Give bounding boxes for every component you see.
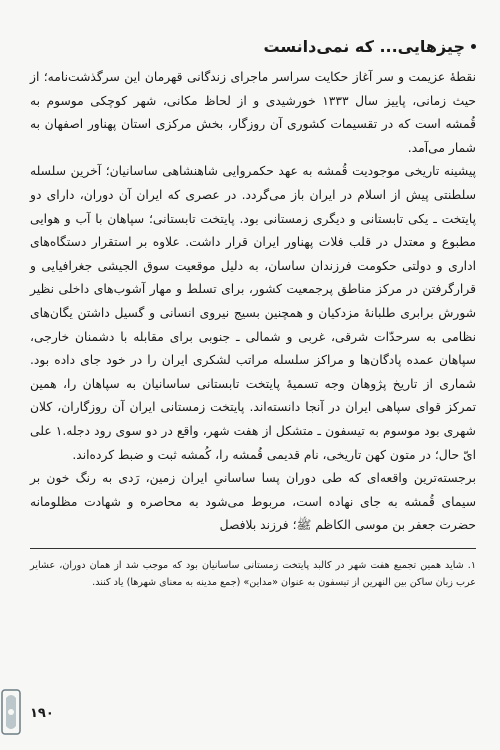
- heading-bullet-icon: [471, 44, 476, 49]
- page-body: [30, 34, 476, 734]
- section-heading-text: چیزهایی... که نمی‌دانست: [263, 36, 465, 56]
- page-number: ۱۹۰: [30, 706, 54, 721]
- footnote: ۱. شاید همین تجمیع هفت شهر در کالبد پایتخت زمستانی ساسانیان بود که موجب شد از همان دوران، عشایر عرب زبان ساکن بین النهرین از تیسفون به عنوان «مداین» (جمع مدینه به معنای شهرها) یاد کنند.: [30, 559, 476, 588]
- publisher-seal-icon: [0, 688, 22, 736]
- footnote-divider: [30, 548, 476, 549]
- paragraph-3: برجسته‌ترین واقعه‌ای که طی دوران پسا ساسانیِ ایران زمین، رَدی به رنگ خون بر سیمای قُمشه به جای نهاده است، مربوط می‌شود به محاصره و شهادت مظلومانه حضرت جعفر بن موسی الکاظم ﷺ؛ فرزند بلافصل: [30, 471, 476, 533]
- paragraph-2: پیشینه تاریخی موجودیت قُمشه به عهد حکمروایی شاهنشاهی ساسانیان؛ آخرین سلسله سلطنتی پیش از اسلام در ایران باز می‌گردد. در عصری که ایران آن دوران، دارای دو پایتخت ـ یکی تابستانی و دیگری زمستانی بود. پایتخت تابستانی؛ سپاهان با آب و هوایی مطبوع و معتدل در قلب فلات پهناور ایران قرار داشت. علاوه بر استقرار دستگاه‌های اداری و دولتی حکومت فرزندان ساسان، به دلیل موقعیت سوق الجیشی جغرافیایی و قرارگرفتن در مرکز مناطق پرجمعیت کشور، برای تسلط و مهار آشوب‌های داخلی نظیر شورش برابری طلبانهٔ مزدکیان و همچنین بسیج نیروی انسانی و گسیل داشتن یگان‌های نظامی به سرحدّات شرقی، غربی و شمالی ـ جنوبی برای مقابله با دشمنان خارجی، سپاهان عمده پادگان‌ها و مراکز سلسله مراتب لشکری ایران را در خود جای داده بود. شماری از تاریخ پژوهان وجه تسمیهٔ پایتخت تابستانی ساسانیان به سپاهان را، همین تمرکز قوای سپاهی ایران در آنجا دانسته‌اند. پایتخت زمستانی ایران آن روزگاران، کلان شهری بود موسوم به تیسفون ـ متشکل از هفت شهر، واقع در دو سوی رود دجله.۱ علی ایّ حال؛ در متون کهن تاریخی، نام قدیمی قُمشه را، کُمشه ثبت و ضبط کرده‌اند.: [30, 164, 476, 462]
- paragraph-1: نقطهٔ عزیمت و سر آغاز حکایت سراسر ماجرای زندگانی قهرمان این سرگذشت‌نامه؛ از حیث زمانی، پاییز سال ۱۳۳۳ خورشیدی و از لحاظ مکانی، شهر کوچکی موسوم به قُمشه است که در تقسیمات کشوری آن روزگار، بخش مرکزی استان پهناور اصفهان به شمار می‌آمد.: [30, 70, 477, 155]
- section-heading: [30, 34, 476, 58]
